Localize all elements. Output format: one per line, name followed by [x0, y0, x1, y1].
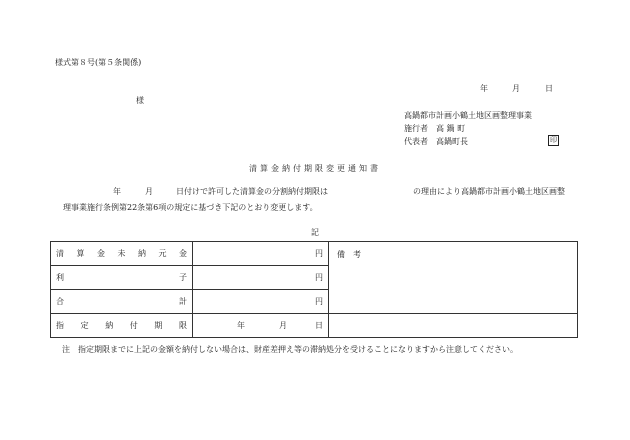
label-char: 清 [56, 249, 64, 258]
items-table [50, 241, 578, 338]
amount-interest [193, 266, 329, 290]
label-char: 算 [76, 249, 85, 258]
label-char: 子 [179, 273, 187, 282]
body-year-label: 年 [113, 187, 121, 196]
date-year-label: 年 [480, 84, 488, 93]
date-month-label: 月 [512, 84, 520, 93]
issuer-representative: 代表者 高鍋町長 [404, 137, 468, 146]
deadline-day-label: 日 [315, 321, 323, 330]
table-row [51, 314, 578, 338]
label-interest [51, 266, 193, 290]
label-char: 未 [117, 249, 126, 258]
deadline-date [193, 314, 329, 338]
label-char: 定 [80, 321, 89, 330]
footnote: 注 指定期限までに上記の金額を納付しない場合は、財産差押え等の滞納処分を受けることになりますから注意してください。 [62, 345, 518, 354]
label-unpaid-principal [51, 242, 193, 266]
label-char: 指 [56, 321, 64, 330]
label-char: 元 [158, 249, 167, 258]
label-char: 計 [179, 297, 187, 306]
label-char: 金 [179, 249, 187, 258]
deadline-blank-cell [329, 314, 578, 338]
label-char: 納 [105, 321, 114, 330]
remarks-label: 備 考 [337, 250, 361, 259]
amount-unpaid-principal [193, 242, 329, 266]
seal-stamp: 印 [550, 136, 557, 144]
table-row [51, 242, 578, 266]
label-char: 合 [56, 297, 64, 306]
yen-unit: 円 [315, 273, 323, 282]
issuer-project-name: 高鍋都市計画小鶴土地区画整理事業 [404, 111, 532, 120]
body-month-label: 月 [145, 187, 153, 196]
form-number: 様式第８号(第５条関係) [55, 58, 142, 67]
document-title: 清算金納付期限変更通知書 [249, 164, 381, 173]
remarks-cell [329, 242, 578, 314]
date-day-label: 日 [545, 84, 553, 93]
body-reason-text: の理由により高鍋都市計画小鶴土地区画整 [413, 187, 565, 196]
body-text-line2: 理事業施行条例第22条第6項の規定に基づき下記のとおり変更します。 [63, 203, 318, 212]
deadline-year-label: 年 [237, 321, 245, 330]
label-designated-deadline [51, 314, 193, 338]
label-char: 限 [178, 321, 187, 330]
label-char: 利 [56, 273, 64, 282]
yen-unit: 円 [315, 297, 323, 306]
recipient-suffix: 様 [136, 96, 144, 105]
label-char: 期 [154, 321, 163, 330]
ki-heading: 記 [311, 228, 319, 237]
amount-total [193, 290, 329, 314]
label-char: 付 [129, 321, 138, 330]
issuer-executor: 施行者 高 鍋 町 [404, 124, 466, 133]
label-char: 納 [138, 249, 146, 258]
label-char: 金 [97, 249, 105, 258]
label-total [51, 290, 193, 314]
yen-unit: 円 [315, 249, 323, 258]
body-text-line1: 日付けで許可した清算金の分割納付期限は [176, 187, 328, 196]
deadline-month-label: 月 [279, 321, 287, 330]
